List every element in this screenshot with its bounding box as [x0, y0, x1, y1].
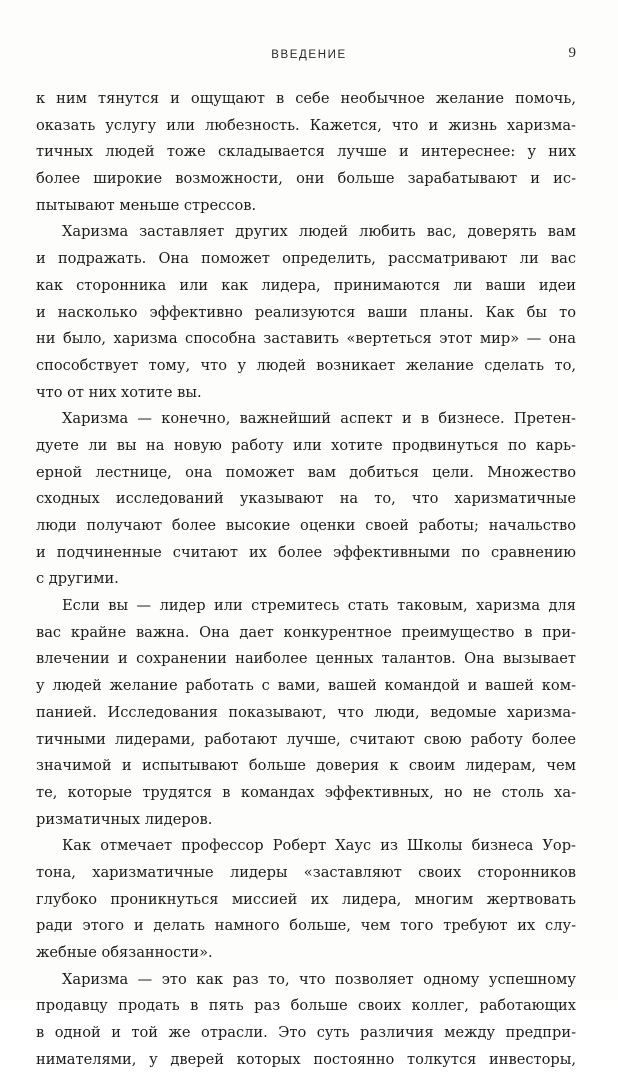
text-line: ни было, харизма способна заставить «вертеться этот мир» — она [36, 330, 576, 348]
paragraph [36, 833, 576, 966]
text-line: люди получают более высокие оценки своей работы; начальство [36, 517, 576, 534]
text-line: оказать услугу или любезность. Кажется, что и жизнь харизма- [36, 116, 576, 134]
text-line: пытывают меньше стрессов. [36, 196, 257, 214]
text-line: значимой и испытывают больше доверия к своим лидерам, чем [36, 757, 576, 775]
text-line: Харизма — конечно, важнейший аспект и в бизнесе. Претен- [62, 410, 576, 428]
text-line: продавцу продать в пять раз больше своих коллег, работающих [36, 997, 576, 1015]
text-line: сходных исследований указывают на то, что харизматичные [36, 490, 576, 508]
text-line: Если вы — лидер или стремитесь стать таковым, харизма для [62, 597, 576, 615]
page-number: 9 [568, 45, 576, 61]
text-line: тичными лидерами, работают лучше, считают свою работу более [36, 730, 576, 748]
text-line: глубоко проникнуться миссией их лидера, многим жертвовать [36, 890, 576, 908]
text-line: нимателями, у дверей которых постоянно толкутся инвесторы, [36, 1050, 576, 1068]
text-line: Харизма заставляет других людей любить вас, доверять вам [62, 223, 576, 241]
paragraph [36, 219, 576, 406]
text-line: способствует тому, что у людей возникает желание сделать то, [36, 356, 576, 374]
paragraph [36, 406, 576, 593]
text-line: к ним тянутся и ощущают в себе необычное желание помочь, [36, 90, 576, 107]
text-line: в одной и той же отрасли. Это суть различия между предпри- [36, 1024, 576, 1042]
text-line: у людей желание работать с вами, вашей командой и вашей ком- [36, 677, 576, 695]
text-line: что от них хотите вы. [36, 383, 202, 401]
text-line: ради этого и делать намного больше, чем того требуют их слу- [36, 917, 576, 935]
text-line: панией. Исследования показывают, что люди, ведомые харизма- [36, 703, 576, 721]
text-line: ризматичных лидеров. [36, 810, 213, 828]
text-line: тичных людей тоже складывается лучше и интереснее: у них [36, 143, 576, 161]
text-line: ерной лестнице, она поможет вам добиться цели. Множество [36, 463, 576, 481]
text-line: вас крайне важна. Она дает конкурентное преимущество в при- [36, 623, 576, 641]
text-line: и подчиненные считают их более эффективными по сравнению [36, 543, 576, 561]
paragraph [36, 86, 576, 219]
body-text [36, 86, 576, 1073]
text-line: и подражать. Она поможет определить, рассматривают ли вас [36, 250, 576, 268]
paragraph [36, 967, 576, 1073]
text-line: влечении и сохранении наиболее ценных талантов. Она вызывает [36, 650, 576, 668]
text-line: дуете ли вы на новую работу или хотите продвинуться по карь- [36, 436, 576, 454]
text-line: с другими. [36, 570, 119, 588]
text-line: как сторонника или как лидера, принимаются ли ваши идеи [36, 276, 576, 294]
running-header: ВВЕДЕНИЕ [271, 49, 347, 61]
text-line: тона, харизматичные лидеры «заставляют своих сторонников [36, 863, 576, 881]
paragraph [36, 593, 576, 833]
text-line: те, которые трудятся в командах эффективных, но не столь ха- [36, 783, 576, 801]
text-line: и насколько эффективно реализуются ваши планы. Как бы то [36, 303, 576, 321]
text-line: Харизма — это как раз то, что позволяет одному успешному [62, 970, 576, 988]
text-line: Как отмечает профессор Роберт Хаус из Школы бизнеса Уор- [62, 837, 576, 855]
text-line: более широкие возможности, они больше зарабатывают и ис- [36, 170, 576, 188]
text-line: жебные обязанности». [36, 944, 213, 961]
